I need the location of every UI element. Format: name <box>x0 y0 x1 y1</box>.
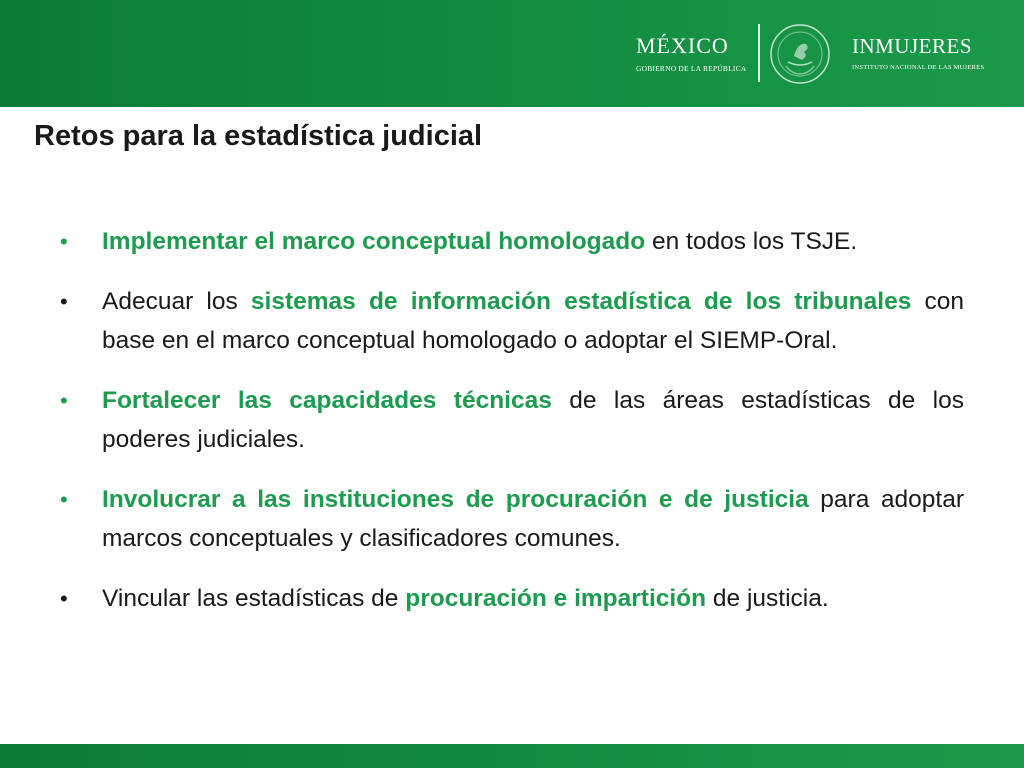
header-banner <box>0 0 1024 107</box>
bullet-marker-icon: • <box>60 487 68 512</box>
bullet-highlight: Involucrar a las instituciones de procuración e de justicia <box>102 486 809 513</box>
bullet-list <box>62 222 964 639</box>
inmujeres-logo <box>852 34 985 71</box>
bullet-marker-icon: • <box>60 586 68 611</box>
bullet-highlight: Fortalecer las capacidades técnicas <box>102 387 552 414</box>
bullet-text: Vincular las estadísticas de <box>102 585 406 612</box>
bullet-text: de las áreas estadísticas de los poderes judiciales. <box>102 387 965 453</box>
logo-separator <box>758 24 760 82</box>
bullet-marker-icon: • <box>60 289 68 314</box>
bullet-item-1 <box>62 222 964 261</box>
bullet-text: de justicia. <box>706 585 829 612</box>
bullet-marker-icon: • <box>60 388 68 413</box>
inmujeres-title: INMUJERES <box>852 34 973 58</box>
bullet-highlight: sistemas de información estadística de los tribunales <box>250 288 912 315</box>
bullet-item-4 <box>62 480 964 558</box>
escudo-nacional-icon <box>768 22 832 86</box>
bullet-highlight: Implementar el marco conceptual homologado <box>102 228 646 255</box>
mexico-logo <box>636 34 748 73</box>
bullet-item-3 <box>62 381 964 459</box>
bullet-item-2 <box>62 282 964 360</box>
footer-bar <box>0 744 1024 768</box>
slide-title: Retos para la estadística judicial <box>34 120 483 152</box>
mexico-title: MÉXICO <box>636 33 729 58</box>
bullet-text: para adoptar marcos conceptuales y clasificadores comunes. <box>102 486 964 552</box>
bullet-text: con base en el marco conceptual homologado o adoptar el SIEMP-Oral. <box>102 288 964 354</box>
bullet-highlight: procuración e impartición <box>405 585 707 612</box>
bullet-item-5 <box>62 579 964 618</box>
bullet-marker-icon: • <box>60 229 68 254</box>
mexico-subtitle: GOBIERNO DE LA REPÚBLICA <box>636 64 747 73</box>
bullet-text: en todos los TSJE. <box>645 228 858 255</box>
bullet-text: Adecuar los <box>102 288 251 315</box>
inmujeres-subtitle: INSTITUTO NACIONAL DE LAS MUJERES <box>852 64 985 71</box>
